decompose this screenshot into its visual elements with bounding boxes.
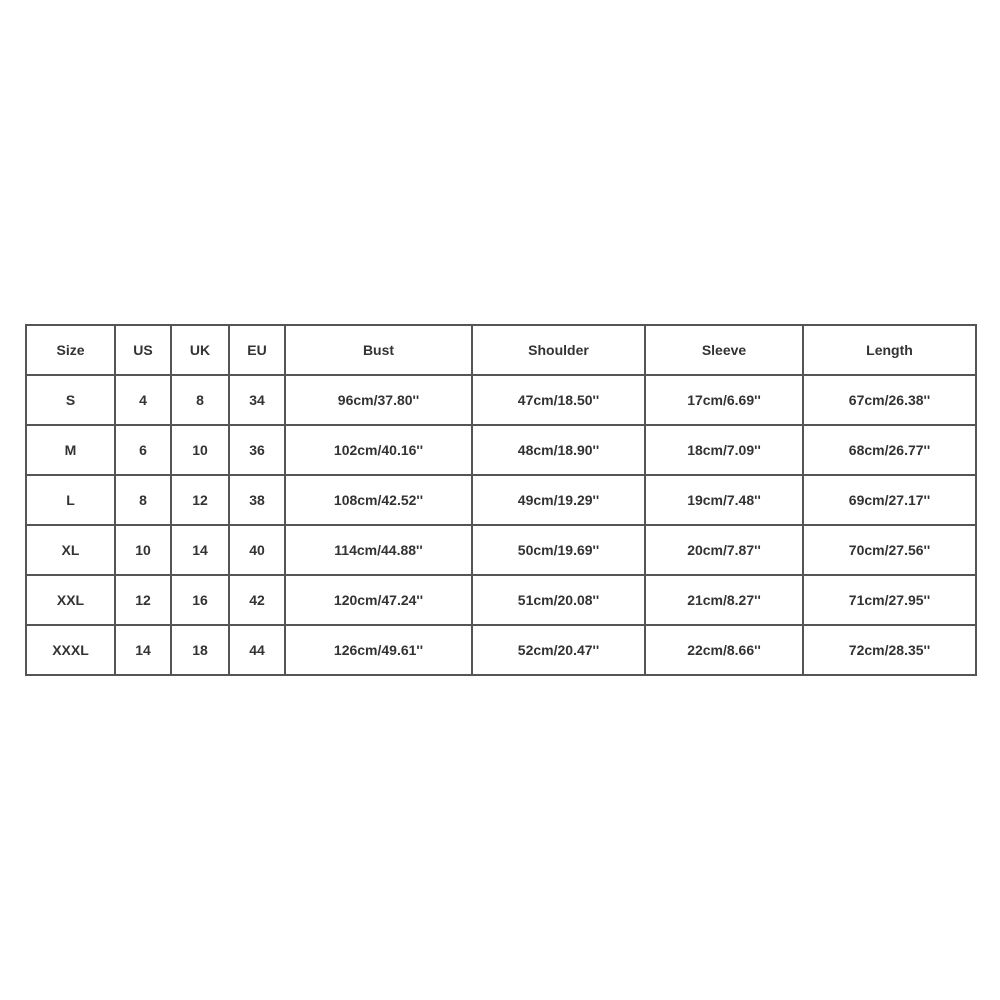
table-header-row: [26, 325, 976, 375]
cell-length: 69cm/27.17'': [803, 475, 976, 525]
cell-bust: 120cm/47.24'': [285, 575, 472, 625]
cell-shoulder: 48cm/18.90'': [472, 425, 645, 475]
header-uk: UK: [171, 325, 229, 375]
cell-eu: 42: [229, 575, 285, 625]
header-length: Length: [803, 325, 976, 375]
cell-us: 6: [115, 425, 171, 475]
cell-size: M: [26, 425, 115, 475]
cell-shoulder: 49cm/19.29'': [472, 475, 645, 525]
cell-sleeve: 22cm/8.66'': [645, 625, 803, 675]
cell-length: 72cm/28.35'': [803, 625, 976, 675]
table-row: [26, 625, 976, 675]
cell-uk: 14: [171, 525, 229, 575]
cell-eu: 40: [229, 525, 285, 575]
cell-bust: 126cm/49.61'': [285, 625, 472, 675]
cell-shoulder: 52cm/20.47'': [472, 625, 645, 675]
cell-sleeve: 17cm/6.69'': [645, 375, 803, 425]
cell-shoulder: 50cm/19.69'': [472, 525, 645, 575]
cell-eu: 38: [229, 475, 285, 525]
cell-uk: 18: [171, 625, 229, 675]
header-eu: EU: [229, 325, 285, 375]
cell-sleeve: 19cm/7.48'': [645, 475, 803, 525]
header-size: Size: [26, 325, 115, 375]
cell-bust: 96cm/37.80'': [285, 375, 472, 425]
cell-size: XL: [26, 525, 115, 575]
cell-eu: 34: [229, 375, 285, 425]
cell-us: 4: [115, 375, 171, 425]
size-chart-table: [25, 324, 977, 676]
header-us: US: [115, 325, 171, 375]
cell-length: 70cm/27.56'': [803, 525, 976, 575]
cell-shoulder: 51cm/20.08'': [472, 575, 645, 625]
cell-bust: 108cm/42.52'': [285, 475, 472, 525]
cell-eu: 36: [229, 425, 285, 475]
cell-uk: 10: [171, 425, 229, 475]
cell-length: 67cm/26.38'': [803, 375, 976, 425]
cell-size: XXXL: [26, 625, 115, 675]
cell-sleeve: 21cm/8.27'': [645, 575, 803, 625]
cell-us: 8: [115, 475, 171, 525]
cell-uk: 8: [171, 375, 229, 425]
cell-us: 12: [115, 575, 171, 625]
table-row: [26, 425, 976, 475]
table-row: [26, 575, 976, 625]
cell-size: XXL: [26, 575, 115, 625]
cell-uk: 12: [171, 475, 229, 525]
table-row: [26, 475, 976, 525]
header-shoulder: Shoulder: [472, 325, 645, 375]
cell-sleeve: 20cm/7.87'': [645, 525, 803, 575]
header-bust: Bust: [285, 325, 472, 375]
cell-bust: 114cm/44.88'': [285, 525, 472, 575]
cell-shoulder: 47cm/18.50'': [472, 375, 645, 425]
header-sleeve: Sleeve: [645, 325, 803, 375]
table-row: [26, 375, 976, 425]
cell-uk: 16: [171, 575, 229, 625]
cell-us: 10: [115, 525, 171, 575]
cell-size: S: [26, 375, 115, 425]
cell-size: L: [26, 475, 115, 525]
table-row: [26, 525, 976, 575]
cell-bust: 102cm/40.16'': [285, 425, 472, 475]
cell-length: 71cm/27.95'': [803, 575, 976, 625]
cell-length: 68cm/26.77'': [803, 425, 976, 475]
cell-sleeve: 18cm/7.09'': [645, 425, 803, 475]
cell-eu: 44: [229, 625, 285, 675]
cell-us: 14: [115, 625, 171, 675]
